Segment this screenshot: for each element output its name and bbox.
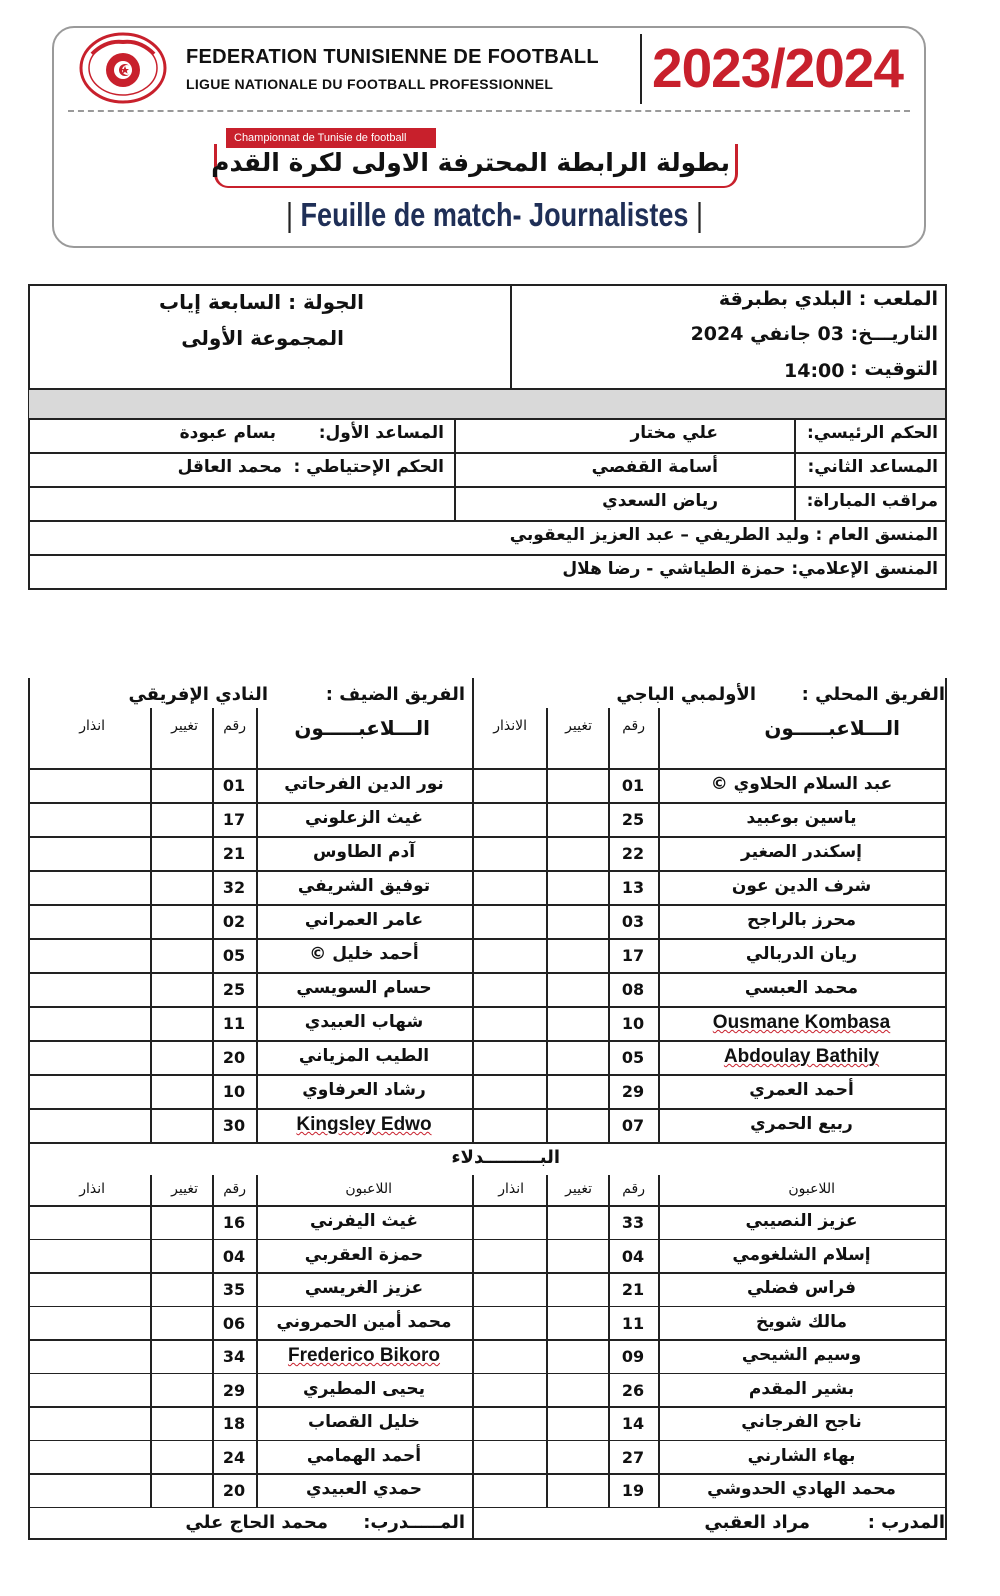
- home.starters-player-name: إسكندر الصغير: [741, 842, 862, 862]
- federation-name: FEDERATION TUNISIENNE DE FOOTBALL: [186, 46, 599, 68]
- main-referee: علي مختار: [630, 423, 718, 443]
- away.subs-player-number: 35: [222, 1280, 246, 1299]
- subs-row-line: [28, 1473, 945, 1475]
- home-num-header: رقم: [622, 718, 645, 734]
- subs-row-line: [28, 1339, 945, 1341]
- subs-row-line: [28, 1440, 945, 1442]
- away-subs-players-header: اللاعبون: [345, 1181, 392, 1197]
- match-date: التاريـــخ: 03 جانفي 2024: [690, 323, 938, 345]
- subs-column-line: [472, 1175, 474, 1507]
- home-subs-players-header: اللاعبون: [788, 1181, 835, 1197]
- away.subs-player-number: 04: [222, 1246, 246, 1266]
- away.starters-player-number: 11: [222, 1014, 246, 1033]
- away.starters-player-name: Kingsley Edwo: [296, 1114, 432, 1135]
- away.subs-player-number: 16: [222, 1213, 246, 1232]
- media-coordinator: المنسق الإعلامي: حمزة الطياشي - رضا هلال: [562, 559, 938, 579]
- home.starters-player-name: Abdoulay Bathily: [723, 1046, 880, 1067]
- home.starters-player-number: 05: [621, 1048, 645, 1067]
- home.subs-player-name: بشير المقدم: [748, 1378, 855, 1399]
- subs-row-line: [28, 1306, 945, 1308]
- home.subs-player-number: 04: [621, 1246, 645, 1266]
- reserve-referee: محمد العاقل: [177, 457, 282, 477]
- home.starters-player-name: شرف الدين عون: [731, 876, 872, 896]
- home.subs-player-name: مالك شويخ: [755, 1311, 848, 1332]
- assistant2: أسامة القفصي: [591, 457, 718, 477]
- away.subs-player-name: خليل القصاب: [308, 1412, 420, 1432]
- header-divider: [640, 34, 642, 104]
- home.starters-player-name: Ousmane Kombasa: [712, 1012, 891, 1033]
- away.starters-player-name: نور الدين الفرحاتي: [284, 774, 444, 794]
- home.starters-player-name: عبد السلام الحلاوي ©: [710, 774, 893, 794]
- home.starters-player-number: 03: [621, 912, 645, 931]
- away-warning-header: انذار: [79, 718, 105, 734]
- match-time: 14:00: [784, 360, 845, 382]
- home-change-header: تغيير: [565, 718, 592, 734]
- starters-row-line: [28, 1006, 945, 1008]
- away-subs-warning-header: انذار: [79, 1181, 105, 1197]
- away-coach-label: المـــــدرب:: [363, 1512, 465, 1533]
- home.subs-player-name: إسلام الشلغومي: [732, 1244, 871, 1265]
- starters-row-line: [28, 1074, 945, 1076]
- away.starters-player-number: 17: [222, 810, 246, 829]
- federation-logo-icon: [78, 32, 168, 104]
- away-coach: محمد الحاج علي: [185, 1512, 328, 1533]
- reserve-referee-label: الحكم الإحتياطي :: [293, 457, 444, 477]
- home.subs-player-name: ناجح الفرجاني: [741, 1412, 862, 1432]
- home.subs-player-number: 14: [621, 1414, 645, 1433]
- away.starters-player-name: حسام السويسي: [296, 978, 432, 998]
- away.subs-player-name: غيث اليفرني: [309, 1211, 418, 1231]
- championship-tag: Championnat de Tunisie de football: [226, 128, 436, 148]
- away.starters-player-name: شهاب العبيدي: [304, 1012, 424, 1032]
- assistant2-label: المساعد الثاني:: [807, 457, 938, 477]
- home-team-label: الفريق المحلي :: [801, 684, 945, 705]
- away.starters-player-number: 20: [222, 1048, 246, 1067]
- home.subs-player-name: عزيز النصيبي: [745, 1211, 858, 1231]
- away.subs-player-number: 29: [222, 1380, 246, 1400]
- home.starters-player-number: 17: [621, 946, 645, 965]
- starters-row-line: [28, 1142, 945, 1144]
- away-subs-num-header: رقم: [223, 1181, 246, 1197]
- home.starters-player-number: 13: [621, 878, 645, 897]
- away.starters-player-name: الطيب المزياني: [298, 1046, 430, 1066]
- away.subs-player-number: 06: [222, 1313, 246, 1333]
- away.subs-player-name: حمزة العقربي: [304, 1244, 424, 1265]
- starters-row-line: [28, 972, 945, 974]
- home.subs-player-name: محمد الهادي الحدوشي: [707, 1479, 896, 1499]
- away-players-header: الـــلاعبـــــون: [294, 716, 430, 740]
- home.subs-player-number: 09: [621, 1347, 645, 1366]
- home.subs-player-number: 27: [621, 1447, 645, 1467]
- home-subs-warning-header: انذار: [498, 1181, 524, 1197]
- starters-row-line: [28, 904, 945, 906]
- away.subs-player-name: يحيى المطيري: [303, 1378, 425, 1399]
- away.subs-player-number: 34: [222, 1347, 246, 1366]
- starters-row-line: [28, 1040, 945, 1042]
- assistant1: بسام عبودة: [179, 423, 276, 443]
- home.subs-player-name: وسيم الشيحي: [741, 1345, 862, 1365]
- starters-row-line: [28, 802, 945, 804]
- stadium: الملعب : البلدي بطبرقة: [718, 288, 938, 310]
- home.subs-player-name: فراس فضلي: [747, 1278, 856, 1298]
- home-coach-label: المدرب :: [867, 1512, 945, 1533]
- away.starters-player-name: توفيق الشريفي: [297, 876, 431, 896]
- group: المجموعة الأولى: [181, 326, 344, 350]
- away-team-label: الفريق الضيف :: [325, 684, 465, 705]
- home.starters-player-number: 29: [621, 1082, 645, 1101]
- away.starters-player-number: 02: [222, 912, 246, 931]
- starters-column-line: [150, 708, 152, 1142]
- away.subs-player-name: أحمد الهمامي: [306, 1445, 422, 1466]
- away.subs-player-number: 20: [222, 1481, 246, 1500]
- away.starters-player-name: آدم الطاوس: [312, 842, 416, 862]
- subs-column-line: [546, 1175, 548, 1507]
- home.starters-player-name: أحمد العمري: [749, 1080, 854, 1100]
- starters-row-line: [28, 870, 945, 872]
- home.subs-player-number: 21: [621, 1280, 645, 1299]
- substitutes-title: البـــــــــدلاء: [451, 1147, 560, 1168]
- subs-row-line: [28, 1507, 945, 1509]
- away-team-name: النادي الإفريقي: [128, 684, 268, 705]
- home.starters-player-name: ياسين بوعبيد: [746, 808, 857, 828]
- home.subs-player-number: 26: [621, 1380, 645, 1400]
- starters-row-line: [28, 938, 945, 940]
- home.starters-player-number: 25: [621, 810, 645, 829]
- away.subs-player-number: 18: [222, 1414, 246, 1433]
- away.starters-player-name: عامر العمراني: [304, 910, 424, 930]
- home-warning-header: الانذار: [493, 718, 527, 734]
- away.subs-player-name: عزيز الغريسي: [304, 1278, 424, 1298]
- home.subs-player-number: 33: [621, 1213, 645, 1232]
- subs-row-line: [28, 1272, 945, 1274]
- away-num-header: رقم: [223, 718, 246, 734]
- coach-divider: [472, 1505, 474, 1539]
- away-change-header: تغيير: [171, 718, 198, 734]
- general-coordinator: المنسق العام : وليد الطريفي – عبد العزيز اليعقوبي: [509, 525, 938, 545]
- table-right-border: [945, 678, 947, 1540]
- subs-column-line: [150, 1175, 152, 1507]
- away.subs-player-name: Frederico Bikoro: [287, 1345, 441, 1366]
- away.starters-player-number: 32: [222, 878, 246, 897]
- subs-row-line: [28, 1373, 945, 1375]
- away.starters-player-name: أحمد خليل ©: [309, 944, 419, 964]
- league-name: LIGUE NATIONALE DU FOOTBALL PROFESSIONNEL: [186, 76, 554, 92]
- home.subs-player-number: 11: [621, 1313, 645, 1333]
- away.starters-player-number: 30: [222, 1116, 246, 1135]
- away.subs-player-number: 24: [222, 1447, 246, 1467]
- season: 2023/2024: [652, 37, 903, 99]
- subs-top-line: [28, 1205, 945, 1207]
- home.starters-player-name: ريان الدربالي: [745, 944, 858, 964]
- arabic-title: بطولة الرابطة المحترفة الاولى لكرة القدم: [211, 148, 730, 177]
- starters-column-line: [546, 708, 548, 1142]
- assistant1-label: المساعد الأول:: [318, 423, 444, 443]
- away.starters-player-number: 10: [222, 1082, 246, 1101]
- away-subs-change-header: تغيير: [171, 1181, 198, 1197]
- away.starters-player-number: 25: [222, 980, 246, 999]
- away.subs-player-name: محمد أمين الحمروني: [276, 1311, 452, 1332]
- coach-bottom-line: [28, 1538, 945, 1540]
- home.starters-player-name: محرز بالراجح: [746, 910, 857, 930]
- supervisor-label: مراقب المباراة:: [806, 491, 938, 511]
- away.starters-player-number: 05: [222, 946, 246, 965]
- home.subs-player-number: 19: [621, 1481, 645, 1500]
- main-referee-label: الحكم الرئيسي:: [806, 423, 938, 443]
- home.starters-player-number: 22: [621, 844, 645, 863]
- starters-row-line: [28, 1108, 945, 1110]
- home.starters-player-number: 08: [621, 980, 645, 999]
- away.starters-player-name: غيث الزعلوني: [304, 808, 424, 828]
- home.starters-player-name: محمد العبسي: [744, 978, 859, 998]
- home-players-header: الـــلاعبـــــون: [764, 716, 900, 740]
- home-subs-num-header: رقم: [622, 1181, 645, 1197]
- supervisor: رياض السعدي: [602, 491, 718, 511]
- starters-column-line: [472, 708, 474, 1142]
- sheet-title: | Feuille de match- Journalistes |: [285, 196, 704, 233]
- home.starters-player-number: 07: [621, 1116, 645, 1135]
- home-coach: مراد العقبي: [704, 1512, 810, 1533]
- subs-row-line: [28, 1406, 945, 1408]
- home.starters-player-name: ربيع الحمري: [750, 1114, 853, 1134]
- away.subs-player-name: حمدي العبيدي: [305, 1479, 423, 1499]
- subs-row-line: [28, 1239, 945, 1241]
- time-label: التوقيت :: [850, 358, 938, 380]
- team-divider: [472, 678, 474, 708]
- round: الجولة : السابعة إياب: [159, 290, 364, 314]
- starters-top-line: [28, 768, 945, 770]
- home.starters-player-number: 10: [621, 1014, 645, 1033]
- dashed-divider: [68, 110, 910, 112]
- home-subs-change-header: تغيير: [565, 1181, 592, 1197]
- away.starters-player-number: 01: [222, 776, 246, 795]
- home-team-name: الأولمبي الباجي: [616, 684, 756, 705]
- away.starters-player-number: 21: [222, 844, 246, 863]
- home.starters-player-number: 01: [621, 776, 645, 795]
- away.starters-player-name: رشاد العرفاوي: [302, 1080, 426, 1100]
- starters-row-line: [28, 836, 945, 838]
- home.subs-player-name: بهاء الشارني: [747, 1445, 856, 1466]
